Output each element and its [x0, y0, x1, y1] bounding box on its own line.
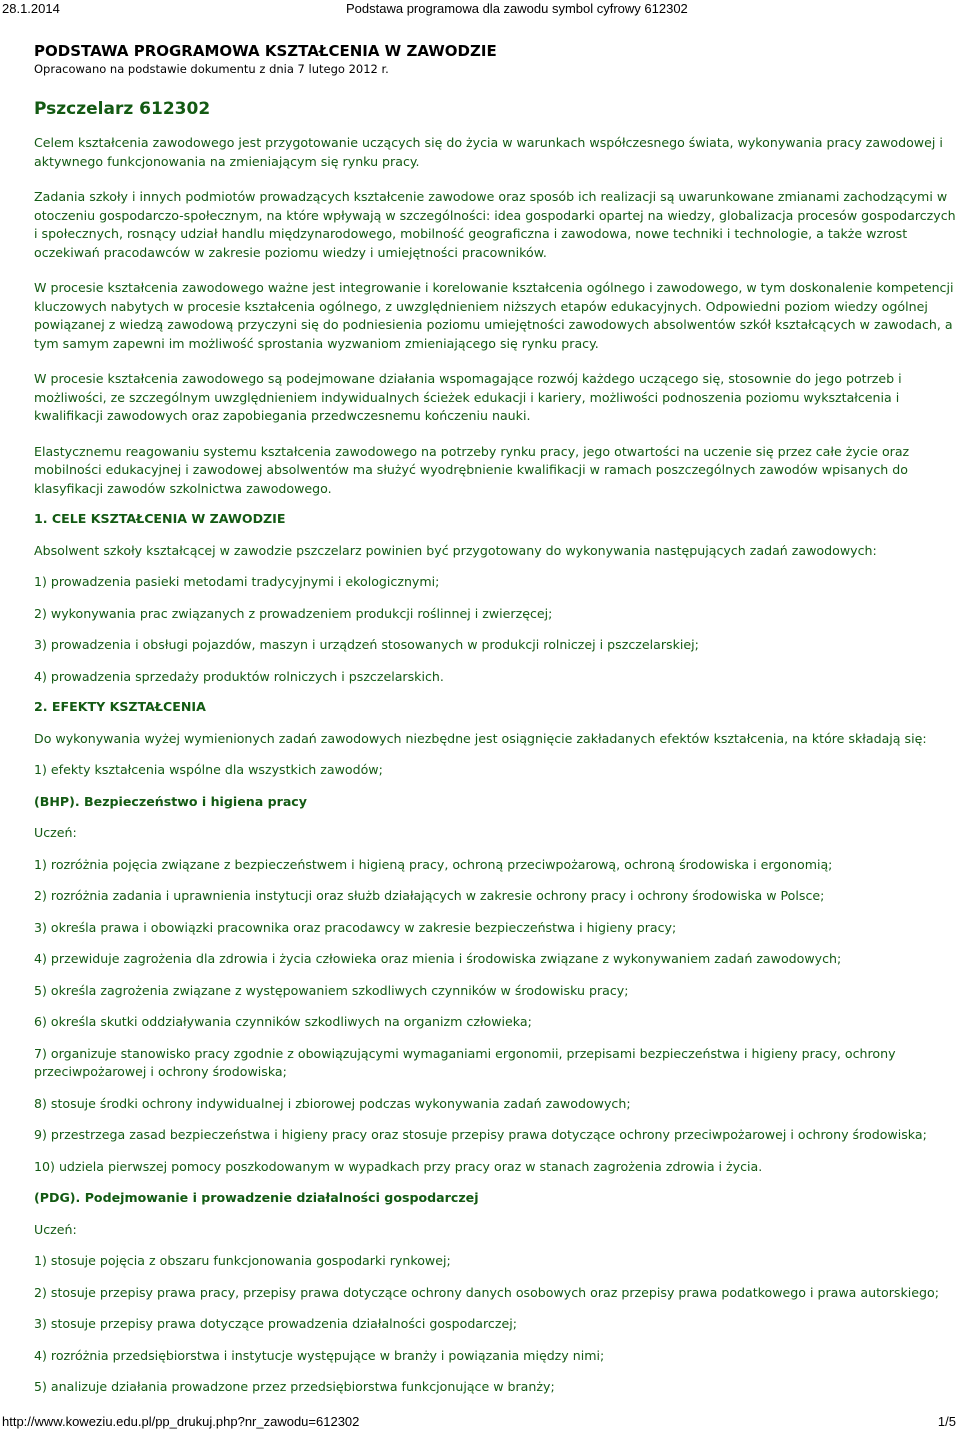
list-item: 4) przewiduje zagrożenia dla zdrowia i życia człowieka oraz mienia i środowiska związane z wykonywaniem zadań zawodowych;: [34, 951, 842, 966]
list-item: 6) określa skutki oddziaływania czynników szkodliwych na organizm człowieka;: [34, 1014, 532, 1029]
list-item: 7) organizuje stanowisko pracy zgodnie z obowiązującymi wymaganiami ergonomii, przepisami bezpieczeństwa i higieny pracy, ochrony przeciwpożarowej i ochrony środowiska;: [34, 1045, 896, 1079]
list-item: 1) efekty kształcenia wspólne dla wszystkich zawodów;: [34, 762, 383, 777]
document-title: PODSTAWA PROGRAMOWA KSZTAŁCENIA W ZAWODZIE: [34, 42, 497, 60]
list-item: 3) prowadzenia i obsługi pojazdów, maszyn i urządzeń stosowanych w produkcji rolniczej i pszczelarskiej;: [34, 637, 699, 652]
list-item: 9) przestrzega zasad bezpieczeństwa i higieny pracy oraz stosuje przepisy prawa dotyczące ochrony przeciwpożarowej i ochrony środowiska;: [34, 1127, 927, 1142]
list-item: 3) stosuje przepisy prawa dotyczące prowadzenia działalności gospodarczej;: [34, 1316, 517, 1331]
subsection-heading-pdg: (PDG). Podejmowanie i prowadzenie działalności gospodarczej: [34, 1190, 479, 1205]
section-heading-goals: 1. CELE KSZTAŁCENIA W ZAWODZIE: [34, 511, 286, 526]
subsection-heading-bhp: (BHP). Bezpieczeństwo i higiena pracy: [34, 793, 307, 809]
section-lead: Absolwent szkoły kształcącej w zawodzie pszczelarz powinien być przygotowany do wykonywania następujących zadań zawodowych:: [34, 542, 877, 558]
list-item: 1) prowadzenia pasieki metodami tradycyjnymi i ekologicznymi;: [34, 574, 440, 589]
intro-paragraph: Zadania szkoły i innych podmiotów prowadzących kształcenie zawodowe oraz sposób ich realizacji są uwarunkowane zmianami zachodzącymi w otoczeniu gospodarczo-społecznym, na które wpływają w szczególności: idea gospodarki opartej na wiedzy, globalizacja procesów gospodarczych i społecznych, rosnący udział handlu międzynarodowego, mobilność geograficzna i zawodowa, nowe techniki i technologie, a także wzrost oczekiwań pracodawców w zakresie poziomu wiedzy i umiejętności pracowników.: [34, 189, 956, 260]
section-heading-outcomes: 2. EFEKTY KSZTAŁCENIA: [34, 699, 206, 714]
list-item: 4) rozróżnia przedsiębiorstwa i instytucje występujące w branży i powiązania między nimi;: [34, 1347, 605, 1363]
list-item: 2) wykonywania prac związanych z prowadzeniem produkcji roślinnej i zwierzęcej;: [34, 605, 553, 621]
document-body: [34, 42, 956, 1397]
document-subtitle: Opracowano na podstawie dokumentu z dnia 7 lutego 2012 r.: [34, 62, 389, 76]
intro-paragraph: W procesie kształcenia zawodowego są podejmowane działania wspomagające rozwój każdego uczącego się, stosownie do jego potrzeb i możliwości, ze szczególnym uwzględnieniem indywidualnych ścieżek edukacji i kariery, możliwości podnoszenia poziomu wykształcenia i kwalifikacji zawodowych oraz zapobiegania przedwczesnemu kończeniu nauki.: [34, 371, 902, 423]
print-date: 28.1.2014: [2, 1, 60, 16]
print-header: [0, 0, 960, 16]
list-item: 1) stosuje pojęcia z obszaru funkcjonowania gospodarki rynkowej;: [34, 1253, 451, 1268]
list-item: 8) stosuje środki ochrony indywidualnej i zbiorowej podczas wykonywania zadań zawodowych;: [34, 1095, 631, 1111]
student-label: Uczeń:: [34, 825, 77, 840]
list-item: 4) prowadzenia sprzedaży produktów rolniczych i pszczelarskich.: [34, 668, 444, 684]
section-lead: Do wykonywania wyżej wymienionych zadań zawodowych niezbędne jest osiągnięcie zakładanych efektów kształcenia, na które składają się:: [34, 730, 927, 746]
list-item: 2) stosuje przepisy prawa pracy, przepisy prawa dotyczące ochrony danych osobowych oraz przepisy prawa podatkowego i prawa autorskiego;: [34, 1284, 939, 1300]
list-item: 2) rozróżnia zadania i uprawnienia instytucji oraz służb działających w zakresie ochrony pracy i ochrony środowiska w Polsce;: [34, 888, 825, 903]
profession-heading: Pszczelarz 612302: [34, 99, 211, 119]
list-item: 10) udziela pierwszej pomocy poszkodowanym w wypadkach przy pracy oraz w stanach zagrożenia zdrowia i życia.: [34, 1158, 763, 1174]
intro-paragraph: W procesie kształcenia zawodowego ważne jest integrowanie i korelowanie kształcenia ogólnego i zawodowego, w tym doskonalenie kompetencji kluczowych nabytych w procesie kształcenia ogólnego, z uwzględnieniem niższych etapów edukacyjnych. Odpowiedni poziom wiedzy ogólnej powiązanej z wiedzą zawodową przyczyni się do podniesienia poziomu umiejętności zawodowych absolwentów szkół kształcących w zawodach, a tym samym zapewni im możliwość sprostania wyzwaniom zmieniającego się rynku pracy.: [34, 280, 954, 351]
page-number: 1/5: [937, 1414, 956, 1429]
intro-paragraph: Celem kształcenia zawodowego jest przygotowanie uczących się do życia w warunkach współczesnego świata, wykonywania pracy zawodowej i aktywnego funkcjonowania na zmieniającym się rynku pracy.: [34, 135, 943, 169]
intro-paragraph: Elastycznemu reagowaniu systemu kształcenia zawodowego na potrzeby rynku pracy, jego otwartości na uczenie się przez całe życie oraz mobilności edukacyjnej i zawodowej absolwentów ma służyć wyodrębnienie kwalifikacji w ramach poszczególnych zawodów wpisanych do klasyfikacji zawodów szkolnictwa zawodowego.: [34, 443, 910, 496]
print-footer: [0, 1414, 960, 1430]
print-url: http://www.koweziu.edu.pl/pp_drukuj.php?nr_zawodu=612302: [2, 1414, 360, 1429]
list-item: 5) określa zagrożenia związane z występowaniem szkodliwych czynników w środowisku pracy;: [34, 982, 629, 998]
list-item: 5) analizuje działania prowadzone przez przedsiębiorstwa funkcjonujące w branży;: [34, 1379, 555, 1394]
list-item: 1) rozróżnia pojęcia związane z bezpieczeństwem i higieną pracy, ochroną przeciwpożarową, ochroną środowiska i ergonomią;: [34, 856, 833, 872]
print-page-title: Podstawa programowa dla zawodu symbol cyfrowy 612302: [346, 1, 688, 16]
list-item: 3) określa prawa i obowiązki pracownika oraz pracodawcy w zakresie bezpieczeństwa i higieny pracy;: [34, 919, 677, 935]
student-label: Uczeń:: [34, 1221, 77, 1237]
